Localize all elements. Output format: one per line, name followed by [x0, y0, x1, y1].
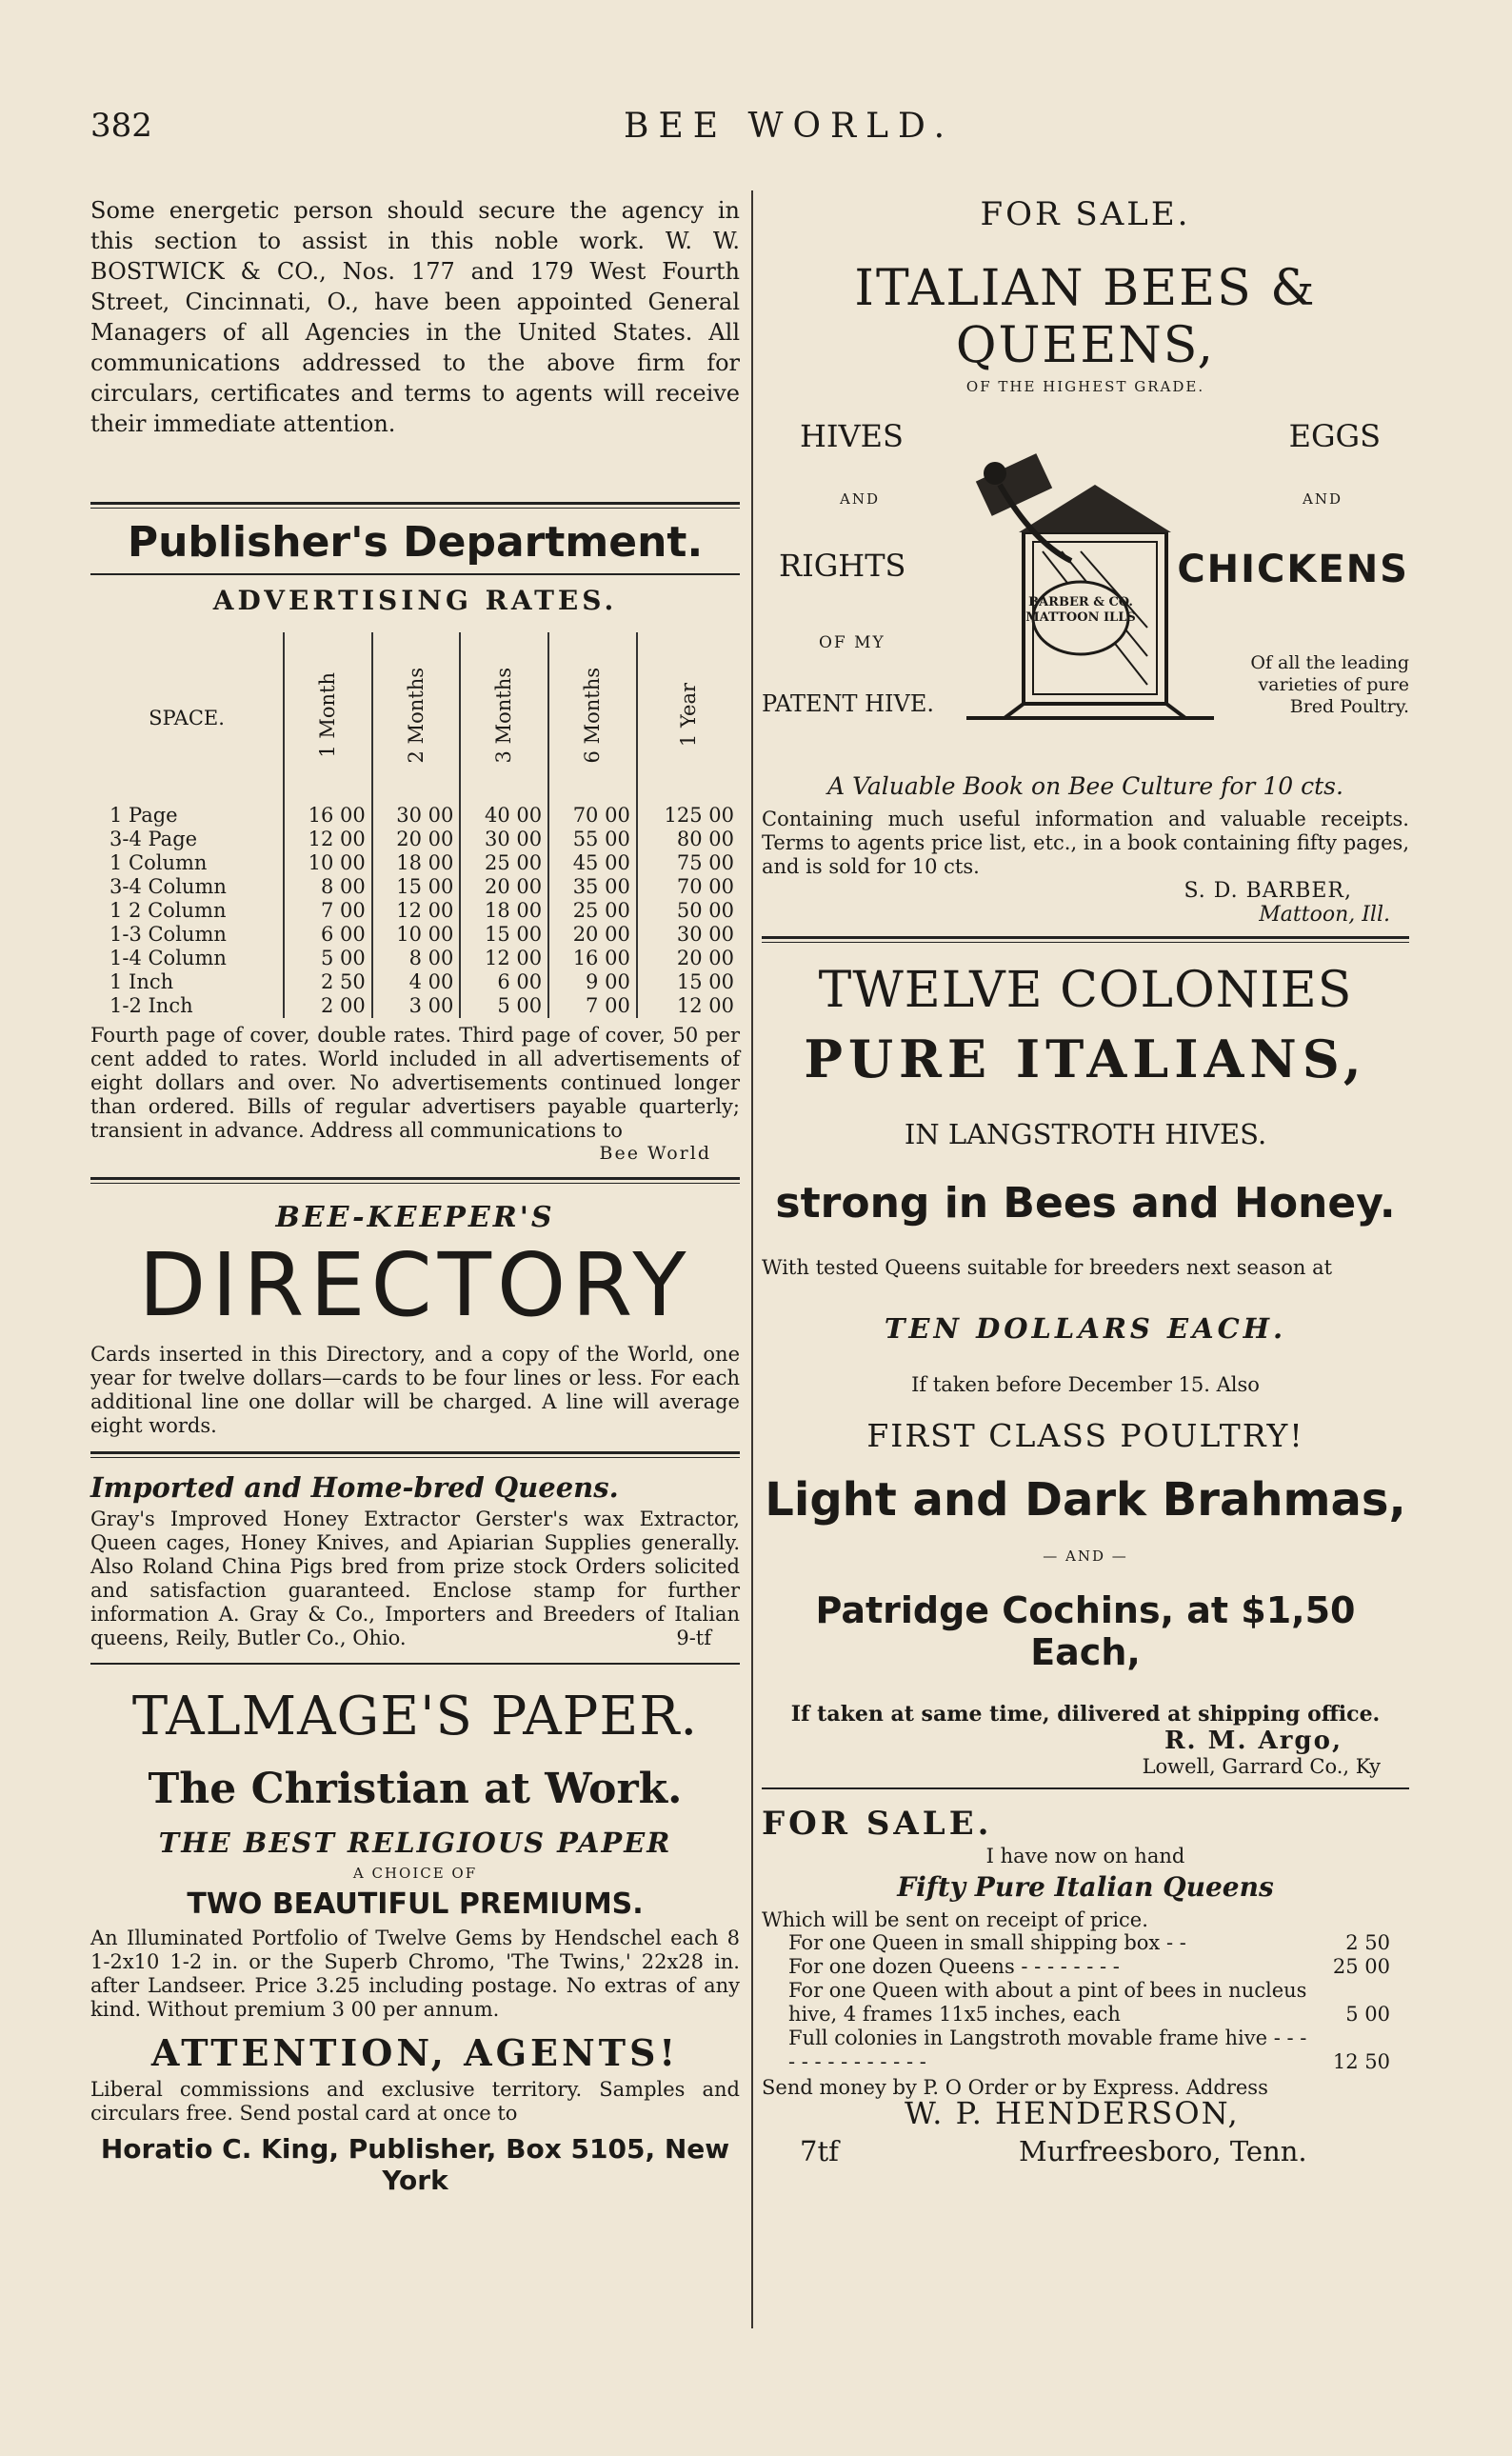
rate-cell: 35 00	[548, 875, 637, 899]
list-item	[788, 1979, 1390, 2027]
best-paper: THE BEST RELIGIOUS PAPER	[158, 1827, 672, 1859]
italian-bees-title: ITALIAN BEES & QUEENS,	[854, 260, 1317, 374]
henderson-place: Murfreesboro, Tenn.	[1019, 2135, 1307, 2167]
have-now: I have now on hand	[985, 1845, 1185, 1867]
rate-cell: 55 00	[548, 828, 637, 851]
table-row	[90, 994, 740, 1018]
table-row	[90, 899, 740, 923]
space-cell: 1 Column	[109, 851, 208, 874]
rate-cell: 15 00	[637, 970, 740, 994]
column-divider	[751, 190, 753, 2328]
rate-cell: 30 00	[637, 923, 740, 947]
engraving-label: BARBER & CO. MATTOON ILLS	[1025, 595, 1136, 625]
rates-body	[90, 804, 740, 1018]
rate-cell: 70 00	[637, 875, 740, 899]
rate-cell: 3 00	[372, 994, 461, 1018]
column-header: 1 Year	[637, 632, 740, 804]
rate-cell: 15 00	[372, 875, 461, 899]
same-time: If taken at same time, dilivered at shipping office.	[790, 1702, 1381, 1727]
first-class-poultry: FIRST CLASS POULTRY!	[866, 1417, 1304, 1454]
strong-in-bees: strong in Bees and Honey.	[775, 1179, 1396, 1228]
argo-signature: R. M. Argo,	[1164, 1727, 1343, 1755]
rate-cell: 45 00	[548, 851, 637, 875]
list-item	[788, 1955, 1390, 1979]
poultry-note: Of all the leading varieties of pure Bred Poultry.	[1250, 652, 1409, 717]
publisher-signature: Horatio C. King, Publisher, Box 5105, New York	[100, 2133, 730, 2196]
rate-cell: 50 00	[637, 899, 740, 923]
rate-cell: 10 00	[372, 923, 461, 947]
rate-cell: 40 00	[460, 804, 548, 828]
patent-hive-label: PATENT HIVE.	[762, 690, 935, 717]
rate-cell: 12 00	[637, 994, 740, 1018]
christian-at-work-title: The Christian at Work.	[148, 1765, 683, 1813]
rate-cell: 8 00	[372, 947, 461, 970]
column-header: 1 Month	[284, 632, 372, 804]
twelve-colonies: TWELVE COLONIES	[818, 962, 1353, 1019]
right-column	[762, 195, 1409, 2173]
list-item	[788, 2027, 1390, 2074]
page-number: 382	[90, 107, 152, 145]
rate-cell: 30 00	[460, 828, 548, 851]
chickens-label: CHICKENS	[1177, 548, 1409, 591]
rate-cell: 30 00	[372, 804, 461, 828]
directory-kicker: BEE-KEEPER'S	[275, 1201, 555, 1234]
rule	[90, 1177, 740, 1184]
rate-cell: 20 00	[548, 923, 637, 947]
ten-dollars: TEN DOLLARS EACH.	[884, 1312, 1287, 1345]
which-line: Which will be sent on receipt of price.	[762, 1908, 1148, 1931]
rate-cell: 18 00	[372, 851, 461, 875]
rate-cell: 20 00	[460, 875, 548, 899]
rate-cell: 10 00	[284, 851, 372, 875]
price-value: 2 50	[1345, 1931, 1390, 1954]
rate-cell: 2 00	[284, 994, 372, 1018]
langstroth-hives: IN LANGSTROTH HIVES.	[904, 1118, 1267, 1150]
rate-cell: 70 00	[548, 804, 637, 828]
advertising-rates-title: ADVERTISING RATES.	[212, 585, 618, 616]
space-cell: 1 Inch	[109, 970, 174, 993]
table-row	[90, 804, 740, 828]
page-title: BEE WORLD.	[624, 107, 955, 146]
henderson-footer	[762, 2135, 1409, 2173]
queens-title: Imported and Home-bred Queens.	[90, 1471, 619, 1504]
send-money: Send money by P. O Order or by Express. Address	[762, 2076, 1268, 2099]
queens-text: Gray's Improved Honey Extractor Gerster's wax Extractor, Queen cages, Honey Knives, and Apiarian Supplies generally. Also Roland China Pigs bred from prize stock Orders solicited and satisfaction guaranteed. Enclose stamp for further information A. Gray & Co., Importers and Breeders of Italian queens, Reily, Butler Co., Ohio.	[90, 1508, 740, 1649]
price-label: For one Queen in small shipping box - -	[788, 1931, 1186, 1954]
rates-table	[90, 632, 740, 1018]
page-header	[90, 107, 1442, 154]
attention-text: Liberal commissions and exclusive territory. Samples and circulars free. Send postal card at once to	[90, 2078, 740, 2125]
rate-cell: 12 00	[284, 828, 372, 851]
brahmas: Light and Dark Brahmas,	[765, 1473, 1406, 1527]
rate-cell: 75 00	[637, 851, 740, 875]
rate-cell: 25 00	[460, 851, 548, 875]
rate-cell: 7 00	[284, 899, 372, 923]
rate-cell: 125 00	[637, 804, 740, 828]
rate-cell: 16 00	[548, 947, 637, 970]
space-cell: 1 2 Column	[109, 899, 227, 922]
rate-cell: 20 00	[372, 828, 461, 851]
rate-cell: 20 00	[637, 947, 740, 970]
table-row	[90, 970, 740, 994]
henderson-signature: W. P. HENDERSON,	[905, 2095, 1240, 2131]
price-value: 25 00	[1332, 1955, 1390, 1978]
space-cell: 1-4 Column	[109, 947, 227, 969]
left-column	[90, 195, 740, 2196]
tested-queens: With tested Queens suitable for breeders next season at	[762, 1256, 1333, 1279]
space-cell: 3-4 Column	[109, 875, 227, 898]
highest-grade: OF THE HIGHEST GRADE.	[965, 378, 1205, 395]
rate-cell: 12 00	[460, 947, 548, 970]
rate-cell: 9 00	[548, 970, 637, 994]
rate-cell: 6 00	[460, 970, 548, 994]
column-header: 6 Months	[548, 632, 637, 804]
eggs-label: EGGS	[1288, 418, 1381, 454]
hives-label: HIVES	[800, 418, 904, 454]
rule	[90, 502, 740, 509]
rights-label: RIGHTS	[779, 548, 906, 584]
rate-cell: 5 00	[460, 994, 548, 1018]
table-row	[90, 947, 740, 970]
queens-code: 9-tf	[676, 1627, 711, 1649]
rates-note: Fourth page of cover, double rates. Third page of cover, 50 per cent added to rates. World included in all advertisements of eight dollars and over. No advertisements continued longer than ordered. Bills of regular advertisers payable quarterly; transient in advance. Address all communications to	[90, 1024, 740, 1142]
space-cell: 3-4 Page	[109, 828, 198, 850]
barber-signature: S. D. BARBER,	[1184, 879, 1352, 903]
table-row	[90, 851, 740, 875]
for-sale-heading-2: FOR SALE.	[762, 1805, 993, 1843]
price-label: For one dozen Queens - - - - - - - -	[788, 1955, 1120, 1978]
rule	[762, 1787, 1409, 1789]
rate-cell: 6 00	[284, 923, 372, 947]
rule	[90, 1451, 740, 1458]
rate-cell: 18 00	[460, 899, 548, 923]
rate-cell: 5 00	[284, 947, 372, 970]
book-text: Containing much useful information and valuable receipts. Terms to agents price list, etc., in a book containing fifty pages, and is sold for 10 cts.	[762, 808, 1409, 878]
hive-advert	[762, 405, 1409, 776]
rate-cell: 8 00	[284, 875, 372, 899]
pure-italians: PURE ITALIANS,	[804, 1028, 1367, 1089]
premiums-title: TWO BEAUTIFUL PREMIUMS.	[187, 1887, 644, 1921]
rule	[762, 936, 1409, 943]
space-cell: 1 Page	[109, 804, 178, 827]
rule	[90, 1663, 740, 1665]
table-row	[90, 828, 740, 851]
publisher-department-title: Publisher's Department.	[127, 518, 704, 567]
directory-text: Cards inserted in this Directory, and a copy of the World, one year for twelve dollars—cards to be four lines or less. For each additional line one dollar will be charged. A line will average eight words.	[90, 1343, 740, 1437]
space-cell: 1-2 Inch	[109, 994, 193, 1017]
price-list	[762, 1931, 1409, 2074]
attention-agents: ATTENTION, AGENTS!	[150, 2031, 680, 2074]
rule	[90, 573, 740, 575]
book-line: A Valuable Book on Bee Culture for 10 cts.	[827, 772, 1343, 800]
rates-header-row	[90, 632, 740, 804]
patridge-cochins: Patridge Cochins, at $1,50 Each,	[815, 1589, 1356, 1673]
rate-cell: 2 50	[284, 970, 372, 994]
price-label: For one Queen with about a pint of bees in nucleus hive, 4 frames 11x5 inches, each	[788, 1979, 1307, 2026]
list-item	[788, 1931, 1390, 1955]
rate-cell: 15 00	[460, 923, 548, 947]
rate-cell: 80 00	[637, 828, 740, 851]
table-row	[90, 875, 740, 899]
rate-cell: 16 00	[284, 804, 372, 828]
and-dash: — AND —	[1043, 1547, 1128, 1565]
intro-paragraph: Some energetic person should secure the agency in this section to assist in this noble work. W. W. BOSTWICK & CO., Nos. 177 and 179 West Fourth Street, Cincinnati, O., have been appointed General Managers of all Agencies in the United States. All communications addressed to the above firm for circulars, certificates and terms to agents will receive their immediate attention.	[90, 197, 740, 437]
column-header: 3 Months	[460, 632, 548, 804]
choice-line: A CHOICE OF	[352, 1865, 478, 1882]
for-sale-heading: FOR SALE.	[980, 195, 1191, 233]
and-label: AND	[840, 490, 880, 508]
henderson-code: 7tf	[800, 2135, 839, 2167]
price-value: 5 00	[1345, 2003, 1390, 2026]
space-header: SPACE.	[149, 706, 225, 729]
fifty-queens: Fifty Pure Italian Queens	[897, 1871, 1274, 1903]
rates-signature: Bee World	[599, 1143, 711, 1164]
talmage-title: TALMAGE'S PAPER.	[131, 1686, 699, 1747]
rate-cell: 7 00	[548, 994, 637, 1018]
and-label-2: AND	[1303, 490, 1343, 508]
price-label: Full colonies in Langstroth movable frame hive - - - - - - - - - - - - - -	[788, 2027, 1307, 2073]
premiums-text: An Illuminated Portfolio of Twelve Gems by Hendschel each 8 1-2x10 1-2 in. or the Superb Chromo, 'The Twins,' 22x28 in. after Landseer. Price 3.25 including postage. No extras of any kind. Without premium 3 00 per annum.	[90, 1927, 740, 2021]
of-my-label: OF MY	[819, 633, 885, 652]
rate-cell: 4 00	[372, 970, 461, 994]
price-value: 12 50	[1332, 2050, 1390, 2073]
table-row	[90, 923, 740, 947]
space-cell: 1-3 Column	[109, 923, 227, 946]
column-header: 2 Months	[372, 632, 461, 804]
if-taken: If taken before December 15. Also	[911, 1373, 1260, 1396]
rate-cell: 25 00	[548, 899, 637, 923]
argo-place: Lowell, Garrard Co., Ky	[1142, 1755, 1381, 1778]
barber-place: Mattoon, Ill.	[1259, 903, 1390, 927]
directory-title: DIRECTORY	[138, 1234, 692, 1336]
rate-cell: 12 00	[372, 899, 461, 923]
